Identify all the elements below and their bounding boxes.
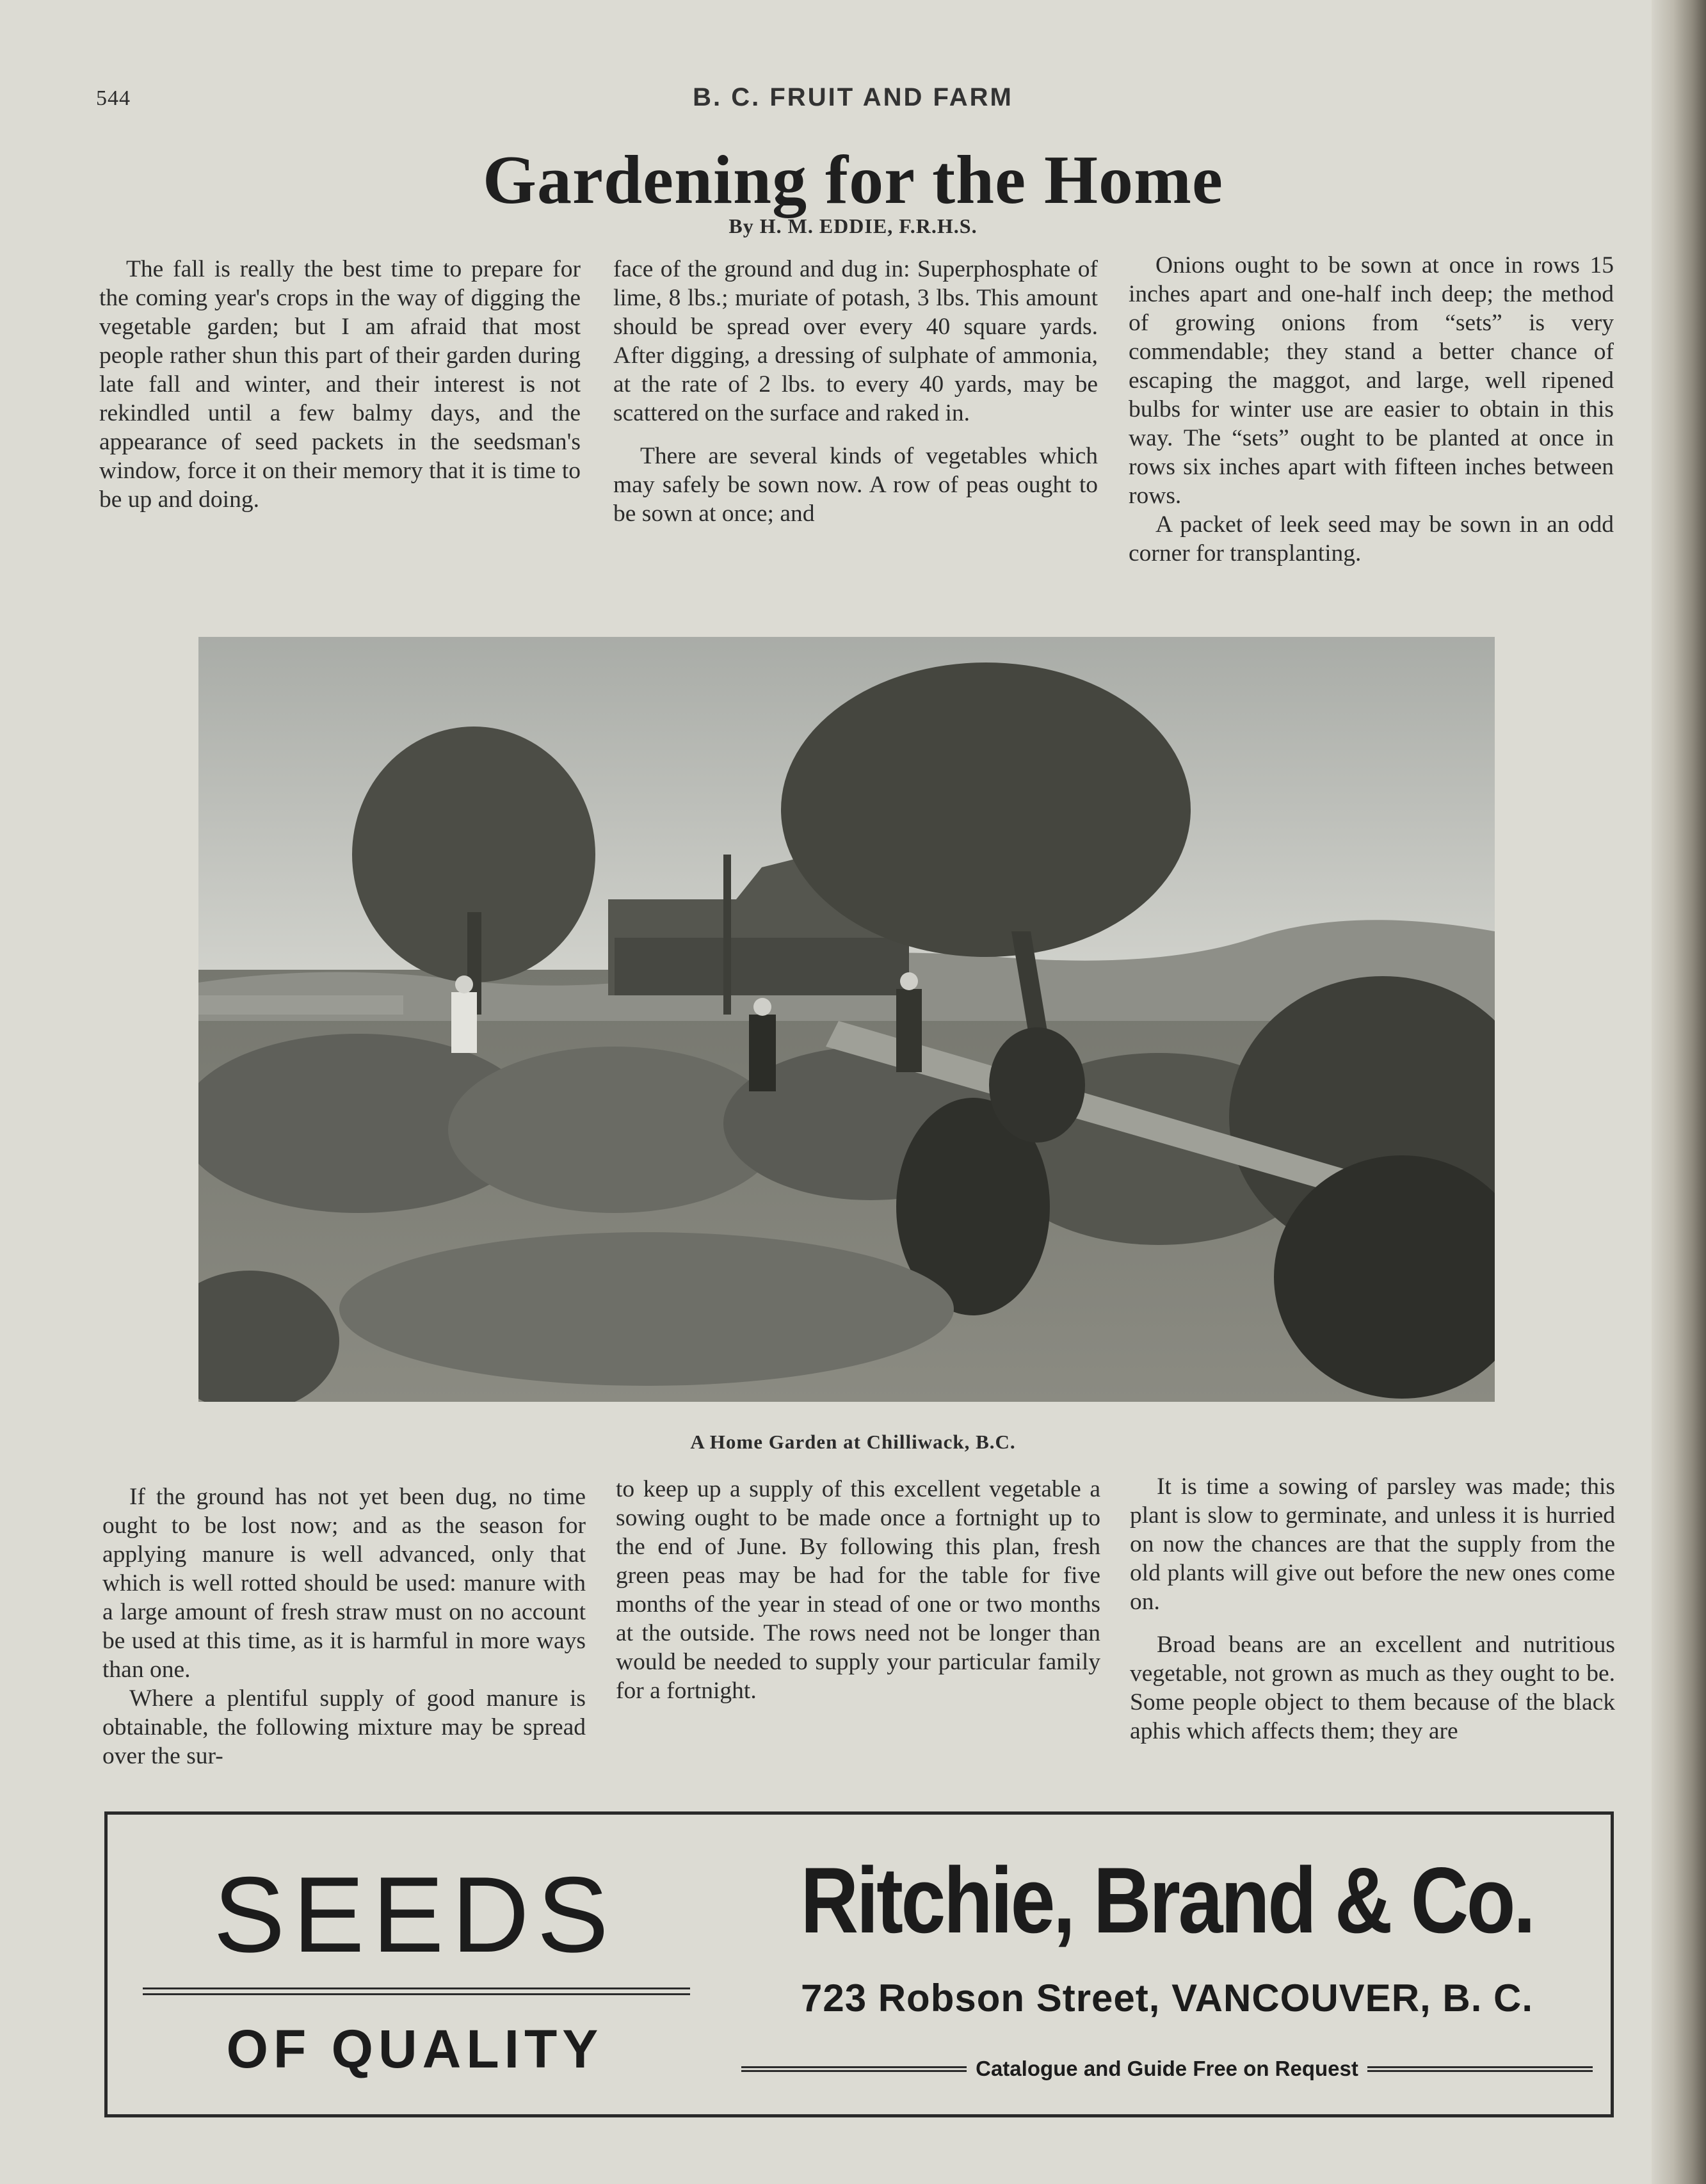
- page-binding-shadow: [1652, 0, 1706, 2184]
- text-column-bottom-3: [1130, 1472, 1615, 1746]
- paragraph: Where a plentiful supply of good manure is obtainable, the following mixture may be spread over the sur-: [102, 1685, 586, 1769]
- paragraph: face of the ground and dug in: Superphosphate of lime, 8 lbs.; muriate of potash, 3 lbs. This amount should be spread over every 40 square yards. After digging, a dressing of sulphate of ammonia, at the rate of 2 lbs. to every 40 yards, may be scattered on the surface and raked in.: [613, 256, 1098, 426]
- article-byline: By H. M. EDDIE, F.R.H.S.: [728, 214, 978, 237]
- garden-photo-illustration: [198, 637, 1495, 1402]
- ad-subline: OF QUALITY: [226, 2019, 604, 2079]
- ad-company-name: Ritchie, Brand & Co.: [800, 1848, 1534, 1952]
- paragraph: It is time a sowing of parsley was made; this plant is slow to germinate, and unless it is hurried on now the chances are that the supply from the old plants will give out before the new ones come on.: [1130, 1473, 1615, 1615]
- text-column-bottom-1: [102, 1482, 586, 1770]
- ad-divider: [143, 1987, 690, 1995]
- paragraph: There are several kinds of vegetables which may safely be sown now. A row of peas ought to be sown at once; and: [613, 443, 1098, 527]
- paragraph: Onions ought to be sown at once in rows 15 inches apart and one-half inch deep; the method of growing onions from “sets” is very commendable; they stand a better chance of escaping the maggot, and large, well ripened bulbs for winter use are easier to obtain in this way. The “sets” ought to be planted at once in rows six inches apart with fifteen inches between rows.: [1129, 252, 1614, 509]
- ad-tagline-row: [741, 2057, 1593, 2081]
- page-number: 544: [96, 86, 131, 110]
- ad-headline: SEEDS: [213, 1854, 616, 1975]
- ad-rule-left: [741, 2066, 967, 2072]
- article-title: Gardening for the Home: [483, 142, 1223, 218]
- text-column-top-1: [99, 255, 581, 514]
- paragraph: Broad beans are an excellent and nutritious vegetable, not grown as much as they ought to be. Some people object to them because of the black aphis which affects them; they are: [1130, 1632, 1615, 1744]
- ad-rule-right: [1367, 2066, 1593, 2072]
- text-column-top-2: [613, 255, 1098, 528]
- paragraph: to keep up a supply of this excellent vegetable a sowing ought to be made once a fortnight up to the end of June. By following this plan, fresh green peas may be had for the table for five months of the year in stead of one or two months at the outside. The rows need not be longer than would be needed to supply your particular family for a fortnight.: [616, 1476, 1100, 1704]
- ad-address: 723 Robson Street, VANCOUVER, B. C.: [800, 1977, 1534, 2019]
- paragraph: The fall is really the best time to prepare for the coming year's crops in the way of digging the vegetable garden; but I am afraid that most people rather shun this part of their garden during late fall and winter, and their interest is not rekindled until a few balmy days, and the appearance of seed packets in the seedsman's window, force it on their memory that it is time to be up and doing.: [99, 256, 581, 513]
- garden-photograph: [198, 637, 1495, 1402]
- paragraph: A packet of leek seed may be sown in an odd corner for transplanting.: [1129, 511, 1614, 566]
- text-column-top-3: [1129, 251, 1614, 568]
- seed-advertisement: [104, 1811, 1614, 2117]
- photo-caption: A Home Garden at Chilliwack, B.C.: [690, 1431, 1016, 1453]
- paragraph: If the ground has not yet been dug, no time ought to be lost now; and as the season for applying manure is well advanced, only that which is well rotted should be used: manure with a large amount of fresh straw must on no account be used at this time, as it is harmful in more ways than one.: [102, 1484, 586, 1683]
- text-column-bottom-2: [616, 1475, 1100, 1705]
- ad-tagline: Catalogue and Guide Free on Request: [976, 2057, 1358, 2080]
- publication-name: B. C. FRUIT AND FARM: [693, 83, 1013, 111]
